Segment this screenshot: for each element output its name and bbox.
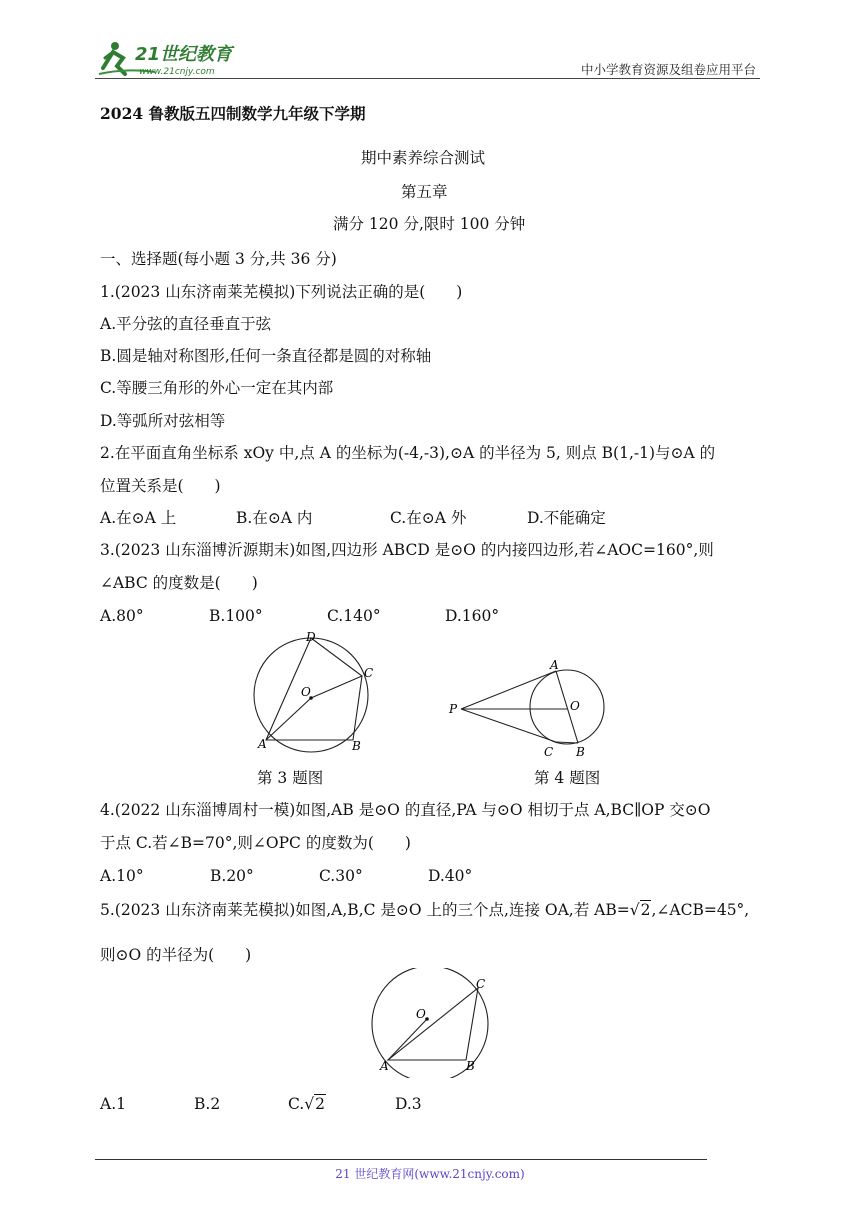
fig5-label-o: O — [416, 1007, 426, 1021]
q1-stem: 1.(2023 山东济南莱芜模拟)下列说法正确的是( ) — [100, 283, 463, 301]
figure-q4 — [443, 656, 613, 760]
section-heading: 一、选择题(每小题 3 分,共 36 分) — [100, 250, 337, 268]
sqrt-symbol: √ — [304, 1095, 315, 1113]
fig4-pc — [461, 709, 556, 742]
footer-link[interactable]: 21 世纪教育网(www.21cnjy.com) — [335, 1167, 525, 1181]
q3-option-d: D.160° — [445, 607, 500, 625]
fig3-label-b: B — [352, 739, 361, 753]
q1-option-a: A.平分弦的直径垂直于弦 — [100, 315, 272, 333]
q2-option-d: D.不能确定 — [527, 509, 606, 527]
q4-stem-line1: 4.(2022 山东淄博周村一模)如图,AB 是⊙O 的直径,PA 与⊙O 相切于点 A,BC∥OP 交⊙O — [100, 801, 711, 819]
doc-title: 2024 鲁教版五四制数学九年级下学期 — [100, 104, 366, 123]
fig4-label-a: A — [550, 658, 559, 672]
q5-stem-line2: 则⊙O 的半径为( ) — [100, 946, 252, 964]
q3-stem-line1: 3.(2023 山东淄博沂源期末)如图,四边形 ABCD 是⊙O 的内接四边形,若∠AOC=160°,则 — [100, 541, 714, 559]
q4-option-c: C.30° — [319, 867, 363, 885]
q3-option-b: B.100° — [209, 607, 263, 625]
q5-stem-pre: 5.(2023 山东济南莱芜模拟)如图,A,B,C 是⊙O 上的三个点,连接 OA,若 AB= — [100, 901, 630, 919]
q4-option-a: A.10° — [100, 867, 144, 885]
q5-option-c-radicand: 2 — [315, 1095, 325, 1113]
q1-option-b: B.圆是轴对称图形,任何一条直径都是圆的对称轴 — [100, 347, 432, 365]
footer-divider — [95, 1159, 707, 1160]
q5-option-b: B.2 — [194, 1095, 221, 1113]
q5-option-a: A.1 — [100, 1095, 126, 1113]
fig3-oa — [266, 698, 311, 740]
fig5-triangle — [388, 988, 478, 1060]
fig3-quadrilateral — [266, 638, 362, 740]
svg-text:21世纪教育: 21世纪教育 — [135, 44, 233, 65]
doc-chapter: 第五章 — [401, 183, 448, 201]
q2-option-c: C.在⊙A 外 — [390, 509, 467, 527]
fig3-label-a: A — [258, 737, 267, 751]
q1-option-c: C.等腰三角形的外心一定在其内部 — [100, 379, 334, 397]
fig3-label-c: C — [364, 666, 374, 680]
brand-logo — [95, 38, 265, 80]
fig3-oc — [311, 676, 362, 698]
fig4-label-o: O — [570, 699, 580, 713]
sqrt-symbol: √ — [629, 901, 640, 919]
q5-stem-post: ,∠ACB=45°, — [651, 901, 750, 919]
header-tagline: 中小学教育资源及组卷应用平台 — [580, 62, 756, 77]
fig4-pa — [461, 671, 556, 709]
q5-option-c-label: C. — [288, 1095, 305, 1113]
q4-option-d: D.40° — [428, 867, 473, 885]
fig4-label-p: P — [449, 702, 458, 716]
q5-option-c — [288, 1094, 326, 1114]
fig4-label-b: B — [576, 745, 585, 759]
q4-stem-line2: 于点 C.若∠B=70°,则∠OPC 的度数为( ) — [100, 834, 411, 852]
q4-caption: 第 4 题图 — [534, 769, 601, 787]
fig5-label-c: C — [476, 977, 486, 991]
figure-q5 — [364, 968, 498, 1078]
figure-q3 — [246, 626, 386, 756]
header-divider — [95, 78, 760, 79]
q3-caption: 第 3 题图 — [257, 769, 324, 787]
fig3-label-o: O — [301, 685, 311, 699]
doc-subtitle: 期中素养综合测试 — [361, 149, 486, 167]
q2-option-a: A.在⊙A 上 — [100, 509, 177, 527]
fig4-label-c: C — [544, 745, 554, 759]
q2-stem-line2: 位置关系是( ) — [100, 477, 221, 495]
fig5-label-a: A — [380, 1059, 389, 1073]
q3-option-c: C.140° — [327, 607, 381, 625]
q3-option-a: A.80° — [100, 607, 144, 625]
q2-stem-line1: 2.在平面直角坐标系 xOy 中,点 A 的坐标为(-4,-3),⊙A 的半径为 5, 则点 B(1,-1)与⊙A 的 — [100, 444, 716, 462]
q5-radicand: 2 — [640, 901, 651, 919]
q1-option-d: D.等弧所对弦相等 — [100, 412, 226, 430]
q3-stem-line2: ∠ABC 的度数是( ) — [100, 574, 258, 592]
fig5-oa — [388, 1019, 427, 1060]
q4-option-b: B.20° — [210, 867, 254, 885]
q5-option-d: D.3 — [395, 1095, 422, 1113]
fig5-label-b: B — [466, 1059, 475, 1073]
svg-text:www.21cnjy.com: www.21cnjy.com — [139, 67, 215, 77]
q2-option-b: B.在⊙A 内 — [236, 509, 313, 527]
doc-info: 满分 120 分,限时 100 分钟 — [333, 215, 526, 233]
fig3-label-d: D — [306, 630, 316, 644]
q5-stem-line1 — [100, 900, 749, 920]
